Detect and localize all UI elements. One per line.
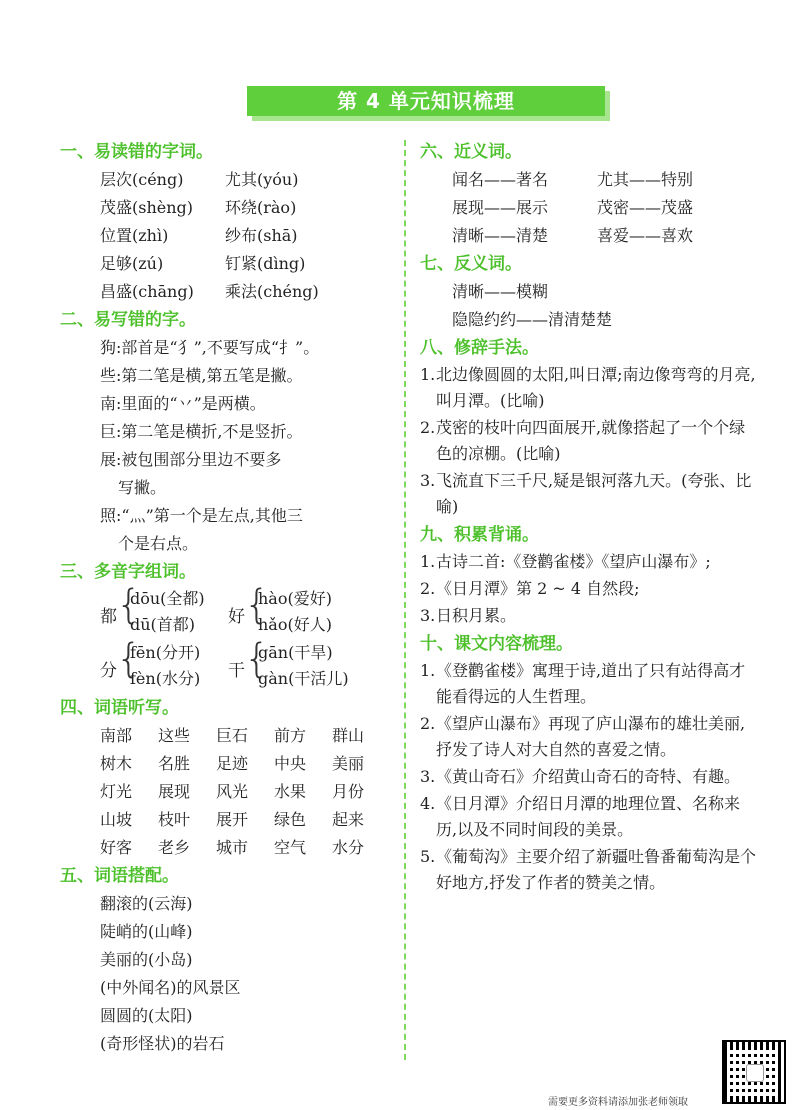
s1-word: 层次(céng) (100, 170, 184, 189)
left-column (60, 138, 396, 1058)
dictation-word: 展开 (216, 810, 249, 829)
right-column (420, 138, 760, 897)
dictation-word: 枝叶 (158, 810, 191, 829)
s1-row (100, 166, 396, 194)
s2-line-cont: 个是右点。 (118, 534, 199, 553)
dictation-word: 这些 (158, 726, 191, 745)
qr-center-logo (746, 1064, 764, 1082)
synonym-pair: 喜爱——喜欢 (597, 226, 694, 245)
dictation-word: 展现 (158, 782, 191, 801)
synonym-row (452, 222, 760, 250)
dictation-word: 绿色 (274, 810, 307, 829)
rhetoric-item (420, 362, 760, 414)
s1-word: 纱布(shā) (225, 226, 298, 245)
collocation-line: 美丽的(小岛) (100, 950, 193, 969)
item-text: 飞流直下三千尺,疑是银河落九天。(夸张、比喻) (436, 471, 752, 516)
section-1-list (66, 166, 396, 306)
item-text: 《黄山奇石》介绍黄山奇石的奇特、有趣。 (436, 767, 741, 786)
dictation-word: 水分 (332, 838, 365, 857)
synonym-pair: 闻名——著名 (452, 170, 549, 189)
synonym-row (452, 166, 760, 194)
section-2-list (66, 334, 396, 558)
dictation-word: 风光 (216, 782, 249, 801)
item-number: 3. (420, 767, 436, 786)
dictation-word: 城市 (216, 838, 249, 857)
synonym-row (452, 194, 760, 222)
item-number: 5. (420, 847, 436, 866)
item-text: 《日月潭》介绍日月潭的地理位置、名称来历,以及不同时间段的美景。 (436, 794, 741, 839)
rhetoric-item (420, 415, 760, 467)
dictation-word: 月份 (332, 782, 365, 801)
item-number: 2. (420, 579, 436, 598)
s2-line: 些:第二笔是横,第五笔是撇。 (100, 366, 303, 385)
summary-item (420, 844, 760, 896)
synonym-pair: 尤其——特别 (597, 170, 694, 189)
polyphone-char: 都 (100, 607, 117, 627)
footer-note: 需要更多资料请添加张老师领取 (548, 1097, 688, 1108)
s1-word: 昌盛(chāng) (100, 282, 194, 301)
item-number: 4. (420, 794, 436, 813)
dictation-word: 灯光 (100, 782, 133, 801)
polyphone-reading: fèn(水分) (130, 669, 201, 688)
item-text: 《日月潭》第 2 ~ 4 自然段; (436, 579, 640, 598)
brace-icon: { (244, 582, 270, 628)
dictation-word: 南部 (100, 726, 133, 745)
item-number: 3. (420, 471, 436, 490)
dictation-word: 水果 (274, 782, 307, 801)
summary-item (420, 791, 760, 843)
section-10-heading: 十、课文内容梳理。 (420, 634, 573, 654)
polyphone-reading: hào(爱好) (258, 589, 332, 608)
section-1-heading: 一、易读错的字词。 (60, 142, 213, 162)
dictation-grid (66, 722, 396, 862)
section-5-heading: 五、词语搭配。 (60, 866, 179, 886)
s1-word: 环绕(rào) (225, 198, 297, 217)
item-number: 1. (420, 661, 436, 680)
s1-word: 茂盛(shèng) (100, 198, 194, 217)
dictation-word: 山坡 (100, 810, 133, 829)
synonym-pair: 展现——展示 (452, 198, 549, 217)
item-text: 《登鹳雀楼》寓理于诗,道出了只有站得高才能看得远的人生哲理。 (436, 661, 746, 706)
synonym-pair: 茂密——茂盛 (597, 198, 694, 217)
dictation-word: 老乡 (158, 838, 191, 857)
rhetoric-item (420, 468, 760, 520)
polyphone-reading: hǎo(好人) (258, 615, 332, 634)
polyphone-char: 分 (100, 661, 117, 681)
s2-line: 照:“灬”第一个是左点,其他三 (100, 506, 303, 525)
brace-icon: { (244, 636, 270, 682)
s1-word: 足够(zú) (100, 254, 164, 273)
s2-line: 狗:部首是“犭”,不要写成“扌”。 (100, 338, 320, 357)
dictation-word: 名胜 (158, 754, 191, 773)
s1-row (100, 194, 396, 222)
item-text: 《葡萄沟》主要介绍了新疆吐鲁番葡萄沟是个好地方,抒发了作者的赞美之情。 (436, 847, 757, 892)
item-number: 2. (420, 418, 436, 437)
s2-line: 巨:第二笔是横折,不是竖折。 (100, 422, 303, 441)
section-8-list (420, 362, 760, 520)
dictation-word: 足迹 (216, 754, 249, 773)
dictation-word: 巨石 (216, 726, 249, 745)
recitation-item (420, 603, 760, 629)
s1-row (100, 250, 396, 278)
polyphone-reading: dū(首都) (130, 615, 196, 634)
section-9-heading: 九、积累背诵。 (420, 525, 539, 545)
section-2-heading: 二、易写错的字。 (60, 310, 196, 330)
page-title: 第 4 单元知识梳理 (247, 86, 605, 116)
antonym-line: 隐隐约约——清清楚楚 (452, 310, 613, 329)
section-6-heading: 六、近义词。 (420, 142, 522, 162)
item-text: 北边像圆圆的太阳,叫日潭;南边像弯弯的月亮,叫月潭。(比喻) (436, 365, 756, 410)
antonym-line: 清晰——模糊 (452, 282, 549, 301)
polyphone-row-1 (66, 582, 396, 640)
section-7-list (420, 278, 760, 334)
section-9-list (420, 549, 760, 629)
collocation-line: (中外闻名)的风景区 (100, 978, 241, 997)
dictation-word: 中央 (274, 754, 307, 773)
dictation-word: 群山 (332, 726, 365, 745)
collocation-line: (奇形怪状)的岩石 (100, 1034, 225, 1053)
brace-icon: { (116, 636, 142, 682)
polyphone-reading: fēn(分开) (130, 643, 201, 662)
column-divider (404, 140, 406, 1060)
s1-word: 位置(zhì) (100, 226, 169, 245)
dictation-word: 美丽 (332, 754, 365, 773)
synonym-pair: 清晰——清楚 (452, 226, 549, 245)
collocation-line: 圆圆的(太阳) (100, 1006, 193, 1025)
dictation-word: 树木 (100, 754, 133, 773)
section-3-heading: 三、多音字组词。 (60, 562, 196, 582)
section-5-list (66, 890, 396, 1058)
s1-word: 尤其(yóu) (225, 170, 299, 189)
section-4-heading: 四、词语听写。 (60, 698, 179, 718)
polyphone-row-2 (66, 636, 396, 694)
section-7-heading: 七、反义词。 (420, 254, 522, 274)
item-text: 日积月累。 (436, 606, 517, 625)
item-number: 1. (420, 552, 436, 571)
s1-row (100, 222, 396, 250)
collocation-line: 陡峭的(山峰) (100, 922, 193, 941)
dictation-word: 前方 (274, 726, 307, 745)
item-number: 3. (420, 606, 436, 625)
polyphone-reading: dōu(全都) (130, 589, 205, 608)
s1-word: 钉紧(dìng) (225, 254, 306, 273)
recitation-item (420, 576, 760, 602)
dictation-word: 空气 (274, 838, 307, 857)
s1-word: 乘法(chéng) (225, 282, 319, 301)
dictation-word: 起来 (332, 810, 365, 829)
polyphone-char: 干 (228, 661, 245, 681)
section-6-list (420, 166, 760, 250)
section-8-heading: 八、修辞手法。 (420, 338, 539, 358)
item-number: 2. (420, 714, 436, 733)
item-text: 古诗二首:《登鹳雀楼》《望庐山瀑布》; (436, 552, 711, 571)
brace-icon: { (116, 582, 142, 628)
s2-line: 南:里面的“丷”是两横。 (100, 394, 266, 413)
summary-item (420, 658, 760, 710)
polyphone-char: 好 (228, 607, 245, 627)
collocation-line: 翻滚的(云海) (100, 894, 193, 913)
s2-line-cont: 写撇。 (118, 478, 167, 497)
recitation-item (420, 549, 760, 575)
item-text: 《望庐山瀑布》再现了庐山瀑布的雄壮美丽,抒发了诗人对大自然的喜爱之情。 (436, 714, 746, 759)
summary-item (420, 711, 760, 763)
section-10-list (420, 658, 760, 896)
item-number: 1. (420, 365, 436, 384)
s1-row (100, 278, 396, 306)
s2-line: 展:被包围部分里边不要多 (100, 450, 282, 469)
qr-code-icon[interactable] (722, 1040, 786, 1104)
item-text: 茂密的枝叶向四面展开,就像搭起了一个个绿色的凉棚。(比喻) (436, 418, 746, 463)
summary-item (420, 764, 760, 790)
polyphone-reading: gān(干旱) (258, 643, 333, 662)
dictation-word: 好客 (100, 838, 133, 857)
polyphone-reading: gàn(干活儿) (258, 669, 349, 688)
